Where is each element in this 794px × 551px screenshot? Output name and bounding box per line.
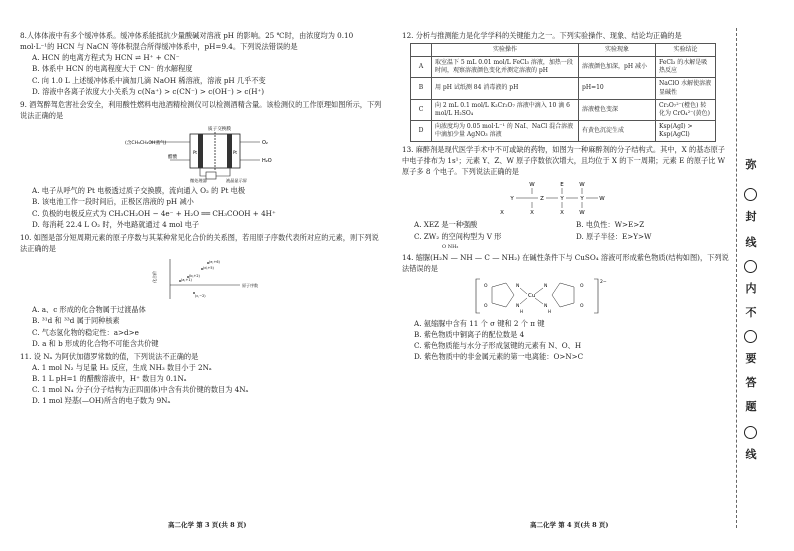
table-cell: 取室温下 5 mL 0.01 mol/L FeCl₃ 溶液，加热一段时间，观察溶液颜色变化并测定溶液的 pH [432,57,579,78]
seal-char: 封 [745,210,757,223]
question-14-stem: 14. 缩脲(H₂N — NH — C — NH₂) 在碱性条件下与 CuSO₄ 溶液可形成紫色物质(结构如图)，下列说法错误的是 [402,252,729,273]
question-12-stem: 12. 分析与推测能力是化学学科的关键能力之一。下列实验操作、现象、结论均正确的是 [402,31,682,40]
q13-options-row-2 [402,231,732,242]
q13-option-d: D. 原子半径：E>Y>W [576,231,652,241]
pt-electrode-right [227,134,232,168]
h-atom-left: H [520,308,524,314]
atom-y-right: Y [580,196,584,203]
seal-char: 题 [745,400,757,413]
q9-option-b: B. 该电池工作一段时间后，正极区溶液的 pH 减小 [32,197,194,207]
table-cell: FeCl₃ 的水解是吸热反应 [656,57,716,78]
seal-char: 答 [745,376,757,389]
table-row [411,78,716,99]
question-8-stem: 8.人体体液中有多个缓冲体系。缓冲体系能抵抗少量酸碱对溶液 pH 的影响。25 ℃时，由浓度均为 0.10 mol·L⁻¹的 HCN 与 NaCN 等体积混合所得缓冲体系中，pH=9.4。下列说法错误的是 [20,31,354,52]
question-9-stem: 9. 酒驾醉驾危害社会安全，利用酸性燃料电池酒精检测仪可以检测酒精含量。该检测仪的工作原理如图所示，下列说法正确的是 [20,99,382,121]
copper-atom: Cu [528,292,536,299]
bracket-right [594,279,598,313]
y-axis-label: 化合价 [152,271,157,284]
table-header-cell [411,44,432,57]
label-pt-left: Pt [193,150,197,156]
label-microprocessor: 微处理器 [190,178,207,184]
anesthetic-structure-figure [402,180,732,216]
question-9 [20,99,382,230]
q13-options-row-1 [402,219,732,230]
seal-char: 要 [745,352,757,365]
question-12 [402,30,732,142]
o-atom-left-bottom: O [484,303,488,309]
table-header-row [411,44,716,57]
table-cell: pH=10 [579,78,656,99]
seal-dashed-line [736,28,738,528]
table-cell: 向 2 mL 0.1 mol/L K₂Cr₂O₇ 溶液中滴入 10 滴 6 mol/L H₂SO₄ [432,99,579,120]
seal-circle-icon [744,260,757,273]
table-cell: Cr₂O₇²⁻(橙色) 转化为 CrO₄²⁻(黄色) [656,99,716,120]
atom-w-top-right: W [579,182,585,189]
biuret-top-groups: O NH₂ [442,243,459,250]
label-point-d: (d,+5) [203,266,214,271]
valence-graph-figure [20,257,382,301]
seal-char: 弥 [745,158,757,171]
q14-option-d: D. 紫色物质中的非金属元素的第一电离能：O>N>C [414,352,584,362]
o-atom-right-bottom: O [580,303,584,309]
ring-left [492,283,514,307]
table-header-cell: 实验现象 [579,44,656,57]
table-cell: C [411,99,432,120]
atom-w-top-left: W [529,182,535,189]
q9-option-c: C. 负极的电极反应式为 CH₃CH₂OH − 4e⁻ + H₂O ══ CH₃COOH + 4H⁺ [32,208,276,218]
q9-option-d: D. 每消耗 22.4 L O₂ 时，外电路就通过 4 mol 电子 [32,219,200,229]
table-cell: 用 pH 试纸测 84 消毒液的 pH [432,78,579,99]
page-4-footer: 高二化学 第 4 页(共 8 页) [530,521,609,529]
atom-x-bottom-middle: X [560,210,564,217]
table-cell: A [411,57,432,78]
table-cell: NaClO 水解使溶液显碱性 [656,78,716,99]
label-membrane: 质子交换膜 [208,127,231,133]
seal-circle-icon [744,330,757,343]
q10-option-b: B. ³¹d 和 ³³d 属于同种核素 [32,316,120,326]
q11-option-b: B. 1 L pH=1 的醋酸溶液中，H⁺ 数目为 0.1Nₐ [32,374,187,384]
atom-e-top: E [560,182,564,189]
label-pt-right: Pt [233,150,237,156]
experiment-table [410,43,716,142]
n-atom-ur: N [544,283,548,289]
q8-option-a: A. HCN 的电离方程式为 HCN ⇌ H⁺ + CN⁻ [32,53,180,63]
n-atom-ul: N [516,283,520,289]
n-atom-ll: N [516,303,520,309]
seal-circle-icon [744,426,757,439]
table-cell: D [411,120,432,141]
label-water: H₂O [262,158,272,165]
q13-option-a: A. XEZ 是一种强酸 [414,220,478,230]
q8-option-c: C. 向 1.0 L 上述缓冲体系中滴加几滴 NaOH 稀溶液，溶液 pH 几乎不变 [32,75,266,85]
atom-y-left: Y [510,196,514,203]
table-header-cell: 实验结论 [656,44,716,57]
seal-char: 线 [745,236,757,249]
o-atom-right-top: O [580,283,584,289]
seal-char: 不 [745,306,757,319]
seal-circle-icon [744,188,757,201]
seal-char: 线 [745,448,757,461]
o-atom-left-top: O [484,283,488,289]
question-11-stem: 11. 设 Nₐ 为阿伏加德罗常数的值，下列说法不正确的是 [20,351,199,361]
label-o2: O₂ [262,140,268,147]
label-point-c: (c,−2) [195,294,206,299]
bracket-left [476,279,480,313]
table-cell: 溶液颜色加深，pH 减小 [579,57,656,78]
table-cell: Ksp(AgI) > Ksp(AgCl) [656,120,716,141]
atom-w-right: W [599,196,605,203]
q14-option-c: C. 紫色物质能与水分子形成氢键的元素有 N、O、H [414,341,582,351]
question-14 [402,244,732,363]
microprocessor-box [206,172,216,179]
question-11 [20,351,382,407]
table-cell: 向浓度均为 0.05 mol·L⁻¹ 的 NaI、NaCl 混合溶液中滴加少量 AgNO₃ 溶液 [432,120,579,141]
bond-lines [516,188,598,208]
label-product: 醋酸 [168,155,178,161]
seal-line-strip [736,28,766,528]
q8-option-b: B. 体系中 HCN 的电离程度大于 CN⁻ 的水解程度 [32,64,193,74]
copper-complex-figure [402,277,732,315]
page-3-column [20,30,382,409]
q11-option-c: C. 1 mol N₄ 分子(分子结构为正四面体)中含有共价键的数目为 4Nₐ [32,385,249,395]
q14-option-a: A. 氨缩脲中含有 11 个 σ 键和 2 个 π 键 [414,318,545,328]
pt-electrode-left [198,134,203,168]
label-point-a: (a,+1) [181,278,192,283]
table-row [411,57,716,78]
q10-option-a: A. a、c 形成的化合物属于过渡晶体 [32,305,146,315]
table-cell: 溶液橙色变深 [579,99,656,120]
atom-y-middle: Y [560,196,564,203]
complex-charge: 2− [600,279,607,285]
atom-z: Z [540,196,544,203]
q11-option-a: A. 1 mol N₂ 与足量 H₂ 反应，生成 NH₃ 数目小于 2Nₐ [32,362,212,372]
question-13-stem: 13. 麻醉剂是现代医学手术中不可或缺的药物，如图为一种麻醉剂的分子结构式。其中，X 的基态原子中电子排布为 1s¹；元素 Y、Z、W 原子序数依次增大，且均位于 X 的下一周期；元素 E 的原子比 W 原子多 8 个电子。下列说法正确的是 [402,145,726,177]
table-header-cell: 实验操作 [432,44,579,57]
page-3-footer: 高二化学 第 3 页(共 8 页) [168,521,247,529]
q11-option-d: D. 1 mol 羟基(—OH)所含的电子数为 9Nₐ [32,396,171,406]
atom-w-bottom-right: W [579,210,585,217]
atom-x-bottom-left: X [530,210,534,217]
n-atom-lr: N [544,303,548,309]
table-row [411,120,716,141]
x-axis-label: 原子序数 [242,283,258,289]
table-cell: 有黄色沉淀生成 [579,120,656,141]
q8-option-d: D. 溶液中各离子浓度大小关系为 c(Na⁺) > c(CN⁻) > c(OH⁻) > c(H⁺) [32,86,265,96]
table-cell: B [411,78,432,99]
label-input-gas: (含CH₃CH₂OH蒸气) [125,141,167,147]
question-8 [20,30,382,97]
label-display: 液晶显示屏 [226,178,247,184]
q13-option-b: B. 电负性：W>E>Z [576,220,645,230]
question-10-stem: 10. 如图是部分短周期元素的原子序数与其某种常见化合价的关系图，若用原子序数代表所对应的元素，则下列说法正确的是 [20,232,379,254]
q13-option-c: C. ZW₂ 的空间构型为 V 形 [414,231,502,241]
seal-char: 内 [745,282,757,295]
label-point-b: (b,+2) [189,274,200,279]
fuel-cell-figure [20,124,382,182]
question-10 [20,232,382,349]
ring-right [552,283,574,307]
q10-option-c: C. 气态氢化物的稳定性：a>d>e [32,327,139,337]
q14-option-b: B. 紫色物质中铜离子的配位数是 4 [414,330,525,339]
q10-option-d: D. a 和 b 形成的化合物不可能含共价键 [32,338,159,348]
atom-x-bottom-far: X [500,210,504,217]
question-13 [402,144,732,242]
page-4-column [402,30,732,364]
table-row [411,99,716,120]
h-atom-right: H [548,308,552,314]
label-point-e: (e,+6) [209,260,220,265]
q9-option-a: A. 电子从呼气的 Pt 电极透过质子交换膜，流向通入 O₂ 的 Pt 电极 [32,186,246,196]
